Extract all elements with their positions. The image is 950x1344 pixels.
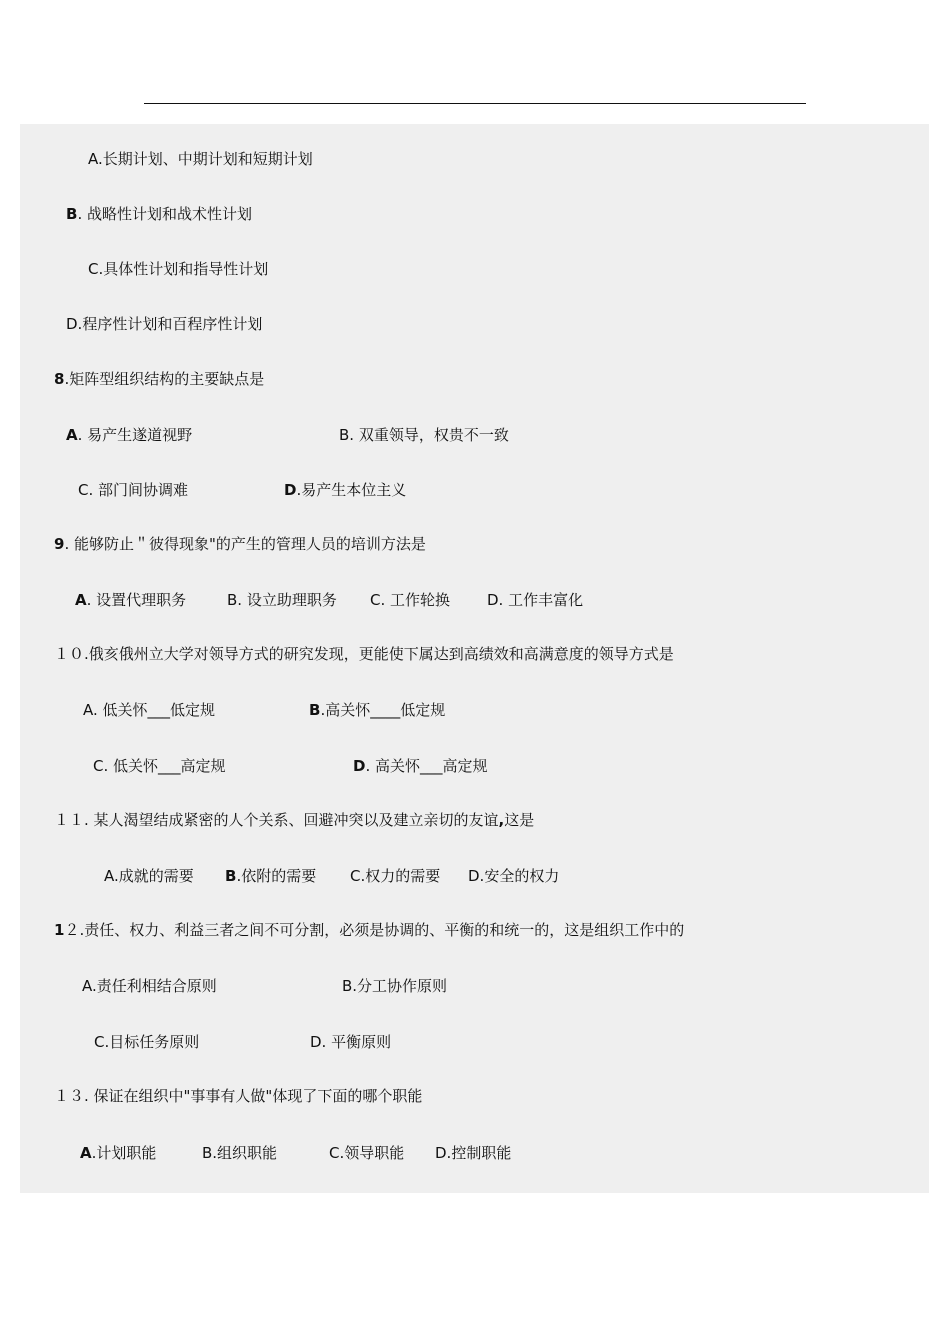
- q10-stem: １０.俄亥俄州立大学对领导方式的研究发现，更能使下属达到高绩效和高满意度的领导方式是: [54, 645, 674, 663]
- q7-option-c: C.具体性计划和指导性计划: [88, 260, 269, 278]
- q13-option-b: B.组织职能: [202, 1144, 278, 1162]
- q9-option-b: B. 设立助理职务: [227, 591, 337, 609]
- q10-option-d: [353, 755, 488, 776]
- q11-option-b-prefix: B: [225, 867, 237, 885]
- q8-number: 8: [54, 370, 65, 388]
- q9-option-c: C. 工作轮换: [370, 591, 451, 609]
- q10-option-b: [309, 699, 445, 720]
- q10-option-b-prefix: B: [309, 701, 321, 719]
- q7-option-d: D.程序性计划和百程序性计划: [66, 315, 263, 333]
- q11-option-c: C.权力的需要: [350, 867, 441, 885]
- q9-option-a: [75, 589, 186, 610]
- q9-option-a-text: . 设置代理职务: [86, 591, 187, 609]
- q12-option-a: A.责任利相结合原则: [82, 977, 217, 995]
- q11-option-b: [225, 865, 316, 886]
- q11-option-b-text: .依附的需要: [236, 867, 317, 885]
- q8-stem-text: .矩阵型组织结构的主要缺点是: [64, 370, 265, 388]
- q12-option-d: D. 平衡原则: [310, 1033, 392, 1051]
- q11-stem-tail: 这是: [504, 811, 535, 829]
- q8-option-a-prefix: A: [66, 426, 78, 444]
- q12-option-b: B.分工协作原则: [342, 977, 448, 995]
- header-rule: [144, 103, 806, 104]
- q11-stem: [54, 810, 534, 830]
- q10-option-a: A. 低关怀___低定规: [83, 701, 216, 719]
- q12-number: 1: [54, 921, 65, 939]
- q9-stem-text: . 能够防止＂彼得现象"的产生的管理人员的培训方法是: [64, 535, 426, 553]
- q11-stem-main: １１. 某人渴望结成紧密的人个关系、回避冲突以及建立亲切的友谊: [54, 811, 499, 829]
- q13-option-a-text: .计划职能: [91, 1144, 157, 1162]
- q9-number: 9: [54, 535, 65, 553]
- q7-option-b-prefix: B: [66, 205, 78, 223]
- q10-option-b-text: .高关怀____低定规: [320, 701, 446, 719]
- q13-option-a-prefix: A: [80, 1144, 92, 1162]
- q13-option-a: [80, 1142, 156, 1163]
- q8-option-a: [66, 424, 192, 445]
- q13-stem: １３. 保证在组织中"事事有人做"体现了下面的哪个职能: [54, 1087, 423, 1105]
- q8-option-a-text: . 易产生遂道视野: [77, 426, 193, 444]
- q8-option-d-prefix: D: [284, 481, 297, 499]
- q8-option-d: [284, 479, 406, 500]
- q9-option-a-prefix: A: [75, 591, 87, 609]
- q9-option-d: D. 工作丰富化: [487, 591, 584, 609]
- q8-stem: [54, 369, 264, 389]
- q12-option-c: C.目标任务原则: [94, 1033, 200, 1051]
- q7-option-b-text: . 战略性计划和战术性计划: [77, 205, 252, 223]
- q10-option-d-text: . 高关怀___高定规: [365, 757, 488, 775]
- q12-stem: [54, 920, 684, 940]
- q10-option-c: C. 低关怀___高定规: [93, 757, 226, 775]
- q12-stem-text: ２.责任、权力、利益三者之间不可分割，必须是协调的、平衡的和统一的，这是组织工作中的: [64, 921, 685, 939]
- q9-stem: [54, 534, 426, 554]
- q11-option-a: A.成就的需要: [104, 867, 194, 885]
- q11-option-d: D.安全的权力: [468, 867, 560, 885]
- q8-option-c: C. 部门间协调难: [78, 481, 189, 499]
- q8-option-b: B. 双重领导，权贵不一致: [339, 426, 509, 444]
- q13-option-c: C.领导职能: [329, 1144, 405, 1162]
- q7-option-b: [66, 204, 252, 224]
- q8-option-d-text: .易产生本位主义: [296, 481, 407, 499]
- q13-option-d: D.控制职能: [435, 1144, 512, 1162]
- q10-option-d-prefix: D: [353, 757, 366, 775]
- q7-option-a: A.长期计划、中期计划和短期计划: [88, 150, 313, 168]
- q11-stem-comma: ,: [498, 811, 505, 829]
